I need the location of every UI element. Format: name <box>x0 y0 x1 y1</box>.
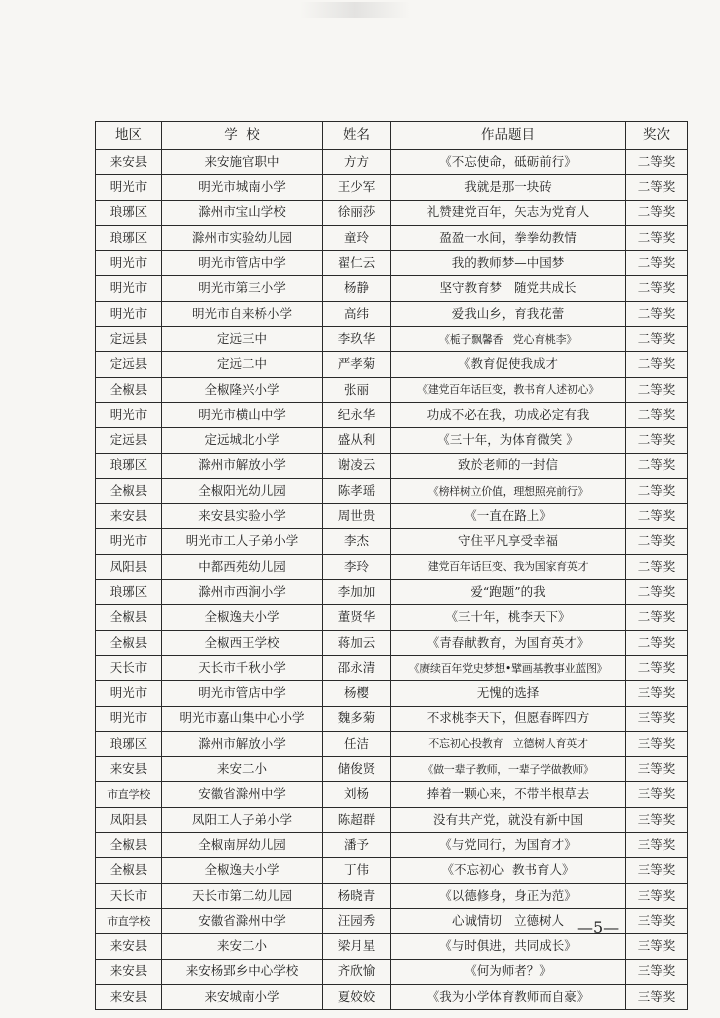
cell-prize: 二等奖 <box>626 478 688 503</box>
cell-prize: 二等奖 <box>626 402 688 427</box>
cell-region: 天长市 <box>96 883 162 908</box>
cell-name: 潘予 <box>323 833 391 858</box>
cell-title: 建党百年话巨变、我为国家育英才 <box>391 554 626 579</box>
table-row <box>96 352 688 377</box>
cell-school: 明光市嘉山集中心小学 <box>162 706 323 731</box>
cell-region: 明光市 <box>96 301 162 326</box>
cell-region: 琅琊区 <box>96 225 162 250</box>
cell-name: 严孝菊 <box>323 352 391 377</box>
cell-school: 定远城北小学 <box>162 428 323 453</box>
cell-name: 陈孝瑶 <box>323 478 391 503</box>
cell-region: 明光市 <box>96 251 162 276</box>
cell-title: 《不忘初心 教书育人》 <box>391 858 626 883</box>
table-row <box>96 580 688 605</box>
cell-region: 定远县 <box>96 327 162 352</box>
awards-table-container <box>95 121 676 1010</box>
table-row <box>96 554 688 579</box>
cell-region: 来安县 <box>96 984 162 1009</box>
table-row <box>96 655 688 680</box>
cell-name: 任洁 <box>323 731 391 756</box>
cell-title: 爱“跑题”的我 <box>391 580 626 605</box>
cell-name: 李玖华 <box>323 327 391 352</box>
table-row <box>96 225 688 250</box>
table-row <box>96 807 688 832</box>
table-row <box>96 301 688 326</box>
cell-title: 《建党百年话巨变，教书育人述初心》 <box>391 377 626 402</box>
cell-prize: 二等奖 <box>626 630 688 655</box>
cell-school: 天长市第二幼儿园 <box>162 883 323 908</box>
cell-school: 滁州市宝山学校 <box>162 200 323 225</box>
cell-name: 李玲 <box>323 554 391 579</box>
cell-prize: 二等奖 <box>626 504 688 529</box>
cell-name: 齐欣愉 <box>323 959 391 984</box>
cell-region: 全椒县 <box>96 605 162 630</box>
cell-prize: 三等奖 <box>626 934 688 959</box>
cell-school: 滁州市实验幼儿园 <box>162 225 323 250</box>
cell-prize: 二等奖 <box>626 580 688 605</box>
cell-prize: 二等奖 <box>626 276 688 301</box>
cell-school: 来安杨郢乡中心学校 <box>162 959 323 984</box>
table-row <box>96 833 688 858</box>
cell-region: 琅琊区 <box>96 580 162 605</box>
cell-prize: 二等奖 <box>626 377 688 402</box>
cell-region: 来安县 <box>96 959 162 984</box>
cell-title: 《三十年，为体育微笑 》 <box>391 428 626 453</box>
table-row <box>96 529 688 554</box>
cell-prize: 三等奖 <box>626 757 688 782</box>
table-row <box>96 251 688 276</box>
table-row <box>96 883 688 908</box>
table-row <box>96 504 688 529</box>
table-body <box>96 150 688 1010</box>
cell-school: 定远三中 <box>162 327 323 352</box>
cell-school: 天长市千秋小学 <box>162 655 323 680</box>
cell-school: 全椒隆兴小学 <box>162 377 323 402</box>
cell-title: 《三十年，桃李天下》 <box>391 605 626 630</box>
cell-region: 全椒县 <box>96 478 162 503</box>
cell-region: 凤阳县 <box>96 554 162 579</box>
cell-region: 市直学校 <box>96 908 162 933</box>
cell-region: 明光市 <box>96 175 162 200</box>
cell-school: 明光市管店中学 <box>162 681 323 706</box>
cell-name: 董贤华 <box>323 605 391 630</box>
cell-school: 全椒逸夫小学 <box>162 605 323 630</box>
table-row <box>96 605 688 630</box>
cell-region: 明光市 <box>96 276 162 301</box>
cell-prize: 二等奖 <box>626 655 688 680</box>
cell-title: 捧着一颗心来，不带半根草去 <box>391 782 626 807</box>
cell-name: 纪永华 <box>323 402 391 427</box>
cell-title: 《教育促使我成才 <box>391 352 626 377</box>
table-row <box>96 428 688 453</box>
cell-school: 来安施官职中 <box>162 150 323 175</box>
header-region: 地区 <box>96 122 162 150</box>
table-row <box>96 200 688 225</box>
cell-region: 市直学校 <box>96 782 162 807</box>
header-school: 学 校 <box>162 122 323 150</box>
cell-title: 没有共产党，就没有新中国 <box>391 807 626 832</box>
cell-region: 全椒县 <box>96 630 162 655</box>
cell-region: 明光市 <box>96 681 162 706</box>
cell-region: 全椒县 <box>96 858 162 883</box>
table-row <box>96 150 688 175</box>
cell-title: 《栀子飘馨香 党心育桃李》 <box>391 327 626 352</box>
cell-school: 全椒阳光幼儿园 <box>162 478 323 503</box>
cell-region: 来安县 <box>96 504 162 529</box>
cell-title: 《与时俱进，共同成长》 <box>391 934 626 959</box>
cell-title: 《以德修身，身正为范》 <box>391 883 626 908</box>
cell-name: 储俊贤 <box>323 757 391 782</box>
cell-name: 童玲 <box>323 225 391 250</box>
cell-title: 我的教师梦—中国梦 <box>391 251 626 276</box>
cell-school: 明光市第三小学 <box>162 276 323 301</box>
cell-prize: 三等奖 <box>626 782 688 807</box>
table-header-row <box>96 122 688 150</box>
cell-school: 明光市横山中学 <box>162 402 323 427</box>
cell-prize: 二等奖 <box>626 554 688 579</box>
cell-prize: 二等奖 <box>626 225 688 250</box>
header-name: 姓名 <box>323 122 391 150</box>
cell-school: 全椒西王学校 <box>162 630 323 655</box>
cell-prize: 二等奖 <box>626 529 688 554</box>
cell-title: 《何为师者？》 <box>391 959 626 984</box>
table-row <box>96 706 688 731</box>
cell-name: 李加加 <box>323 580 391 605</box>
cell-prize: 二等奖 <box>626 301 688 326</box>
cell-school: 安徽省滁州中学 <box>162 908 323 933</box>
cell-region: 定远县 <box>96 352 162 377</box>
cell-region: 凤阳县 <box>96 807 162 832</box>
table-row <box>96 327 688 352</box>
cell-school: 来安县实验小学 <box>162 504 323 529</box>
cell-prize: 二等奖 <box>626 200 688 225</box>
cell-school: 安徽省滁州中学 <box>162 782 323 807</box>
cell-name: 杨樱 <box>323 681 391 706</box>
cell-prize: 三等奖 <box>626 833 688 858</box>
cell-school: 来安二小 <box>162 934 323 959</box>
cell-name: 杨静 <box>323 276 391 301</box>
header-prize: 奖次 <box>626 122 688 150</box>
cell-school: 凤阳工人子弟小学 <box>162 807 323 832</box>
cell-title: 坚守教育梦 随党共成长 <box>391 276 626 301</box>
cell-region: 来安县 <box>96 934 162 959</box>
cell-name: 杨晓青 <box>323 883 391 908</box>
cell-region: 全椒县 <box>96 833 162 858</box>
cell-region: 定远县 <box>96 428 162 453</box>
cell-title: 《做一辈子教师，一辈子学做教师》 <box>391 757 626 782</box>
cell-title: 《一直在路上》 <box>391 504 626 529</box>
cell-name: 汪园秀 <box>323 908 391 933</box>
cell-prize: 二等奖 <box>626 175 688 200</box>
cell-name: 李杰 <box>323 529 391 554</box>
cell-school: 滁州市西涧小学 <box>162 580 323 605</box>
cell-school: 中都西苑幼儿园 <box>162 554 323 579</box>
cell-prize: 二等奖 <box>626 251 688 276</box>
table-row <box>96 630 688 655</box>
cell-name: 丁伟 <box>323 858 391 883</box>
awards-table <box>95 121 688 1010</box>
table-row <box>96 959 688 984</box>
header-title: 作品题目 <box>391 122 626 150</box>
cell-name: 蒋加云 <box>323 630 391 655</box>
cell-school: 滁州市解放小学 <box>162 731 323 756</box>
cell-title: 致於老师的一封信 <box>391 453 626 478</box>
cell-prize: 二等奖 <box>626 453 688 478</box>
cell-title: 《赓续百年党史梦想•擘画基教事业蓝图》 <box>391 655 626 680</box>
cell-title: 礼赞建党百年，矢志为党育人 <box>391 200 626 225</box>
cell-region: 琅琊区 <box>96 200 162 225</box>
cell-school: 滁州市解放小学 <box>162 453 323 478</box>
cell-name: 梁月星 <box>323 934 391 959</box>
cell-region: 琅琊区 <box>96 453 162 478</box>
cell-prize: 二等奖 <box>626 352 688 377</box>
cell-prize: 三等奖 <box>626 706 688 731</box>
table-row <box>96 276 688 301</box>
cell-prize: 二等奖 <box>626 428 688 453</box>
cell-prize: 三等奖 <box>626 681 688 706</box>
cell-name: 高纬 <box>323 301 391 326</box>
cell-prize: 三等奖 <box>626 807 688 832</box>
cell-title: 心诚情切 立德树人 <box>391 908 626 933</box>
table-row <box>96 478 688 503</box>
cell-school: 明光市自来桥小学 <box>162 301 323 326</box>
cell-name: 张丽 <box>323 377 391 402</box>
cell-name: 方方 <box>323 150 391 175</box>
cell-region: 琅琊区 <box>96 731 162 756</box>
table-row <box>96 731 688 756</box>
cell-prize: 三等奖 <box>626 984 688 1009</box>
cell-region: 天长市 <box>96 655 162 680</box>
cell-name: 魏多菊 <box>323 706 391 731</box>
cell-school: 来安城南小学 <box>162 984 323 1009</box>
cell-school: 全椒南屏幼儿园 <box>162 833 323 858</box>
cell-region: 明光市 <box>96 529 162 554</box>
cell-title: 爱我山乡，育我花蕾 <box>391 301 626 326</box>
cell-prize: 二等奖 <box>626 150 688 175</box>
cell-region: 来安县 <box>96 757 162 782</box>
cell-region: 明光市 <box>96 706 162 731</box>
cell-name: 谢凌云 <box>323 453 391 478</box>
cell-prize: 三等奖 <box>626 959 688 984</box>
cell-title: 盈盈一水间，拳拳幼教情 <box>391 225 626 250</box>
table-row <box>96 377 688 402</box>
cell-title: 我就是那一块砖 <box>391 175 626 200</box>
cell-region: 来安县 <box>96 150 162 175</box>
cell-prize: 二等奖 <box>626 605 688 630</box>
cell-name: 邵永清 <box>323 655 391 680</box>
cell-name: 徐丽莎 <box>323 200 391 225</box>
table-row <box>96 984 688 1009</box>
cell-title: 《我为小学体育教师而自豪》 <box>391 984 626 1009</box>
cell-title: 无愧的选择 <box>391 681 626 706</box>
cell-name: 周世贵 <box>323 504 391 529</box>
table-row <box>96 681 688 706</box>
cell-region: 全椒县 <box>96 377 162 402</box>
cell-prize: 三等奖 <box>626 731 688 756</box>
table-row <box>96 858 688 883</box>
cell-school: 定远二中 <box>162 352 323 377</box>
cell-title: 《青春献教育，为国育英才》 <box>391 630 626 655</box>
cell-title: 《榜样树立价值，理想照亮前行》 <box>391 478 626 503</box>
cell-name: 盛从利 <box>323 428 391 453</box>
cell-prize: 三等奖 <box>626 908 688 933</box>
cell-region: 明光市 <box>96 402 162 427</box>
cell-title: 功成不必在我，功成必定有我 <box>391 402 626 427</box>
faded-header-mark <box>300 2 410 18</box>
cell-prize: 三等奖 <box>626 858 688 883</box>
cell-school: 明光市城南小学 <box>162 175 323 200</box>
cell-title: 《与党同行，为国育才》 <box>391 833 626 858</box>
table-row <box>96 453 688 478</box>
cell-prize: 二等奖 <box>626 327 688 352</box>
page-number: —5— <box>577 918 620 937</box>
cell-school: 来安二小 <box>162 757 323 782</box>
cell-title: 不求桃李天下，但愿春晖四方 <box>391 706 626 731</box>
cell-title: 守住平凡享受幸福 <box>391 529 626 554</box>
table-row <box>96 782 688 807</box>
cell-prize: 三等奖 <box>626 883 688 908</box>
cell-title: 不忘初心投教育 立德树人育英才 <box>391 731 626 756</box>
cell-title: 《不忘使命，砥砺前行》 <box>391 150 626 175</box>
cell-school: 明光市工人子弟小学 <box>162 529 323 554</box>
cell-school: 全椒逸夫小学 <box>162 858 323 883</box>
table-row <box>96 757 688 782</box>
cell-name: 夏姣姣 <box>323 984 391 1009</box>
cell-name: 刘杨 <box>323 782 391 807</box>
cell-school: 明光市管店中学 <box>162 251 323 276</box>
table-row <box>96 175 688 200</box>
cell-name: 王少军 <box>323 175 391 200</box>
table-row <box>96 402 688 427</box>
cell-name: 翟仁云 <box>323 251 391 276</box>
cell-name: 陈超群 <box>323 807 391 832</box>
table-row <box>96 934 688 959</box>
